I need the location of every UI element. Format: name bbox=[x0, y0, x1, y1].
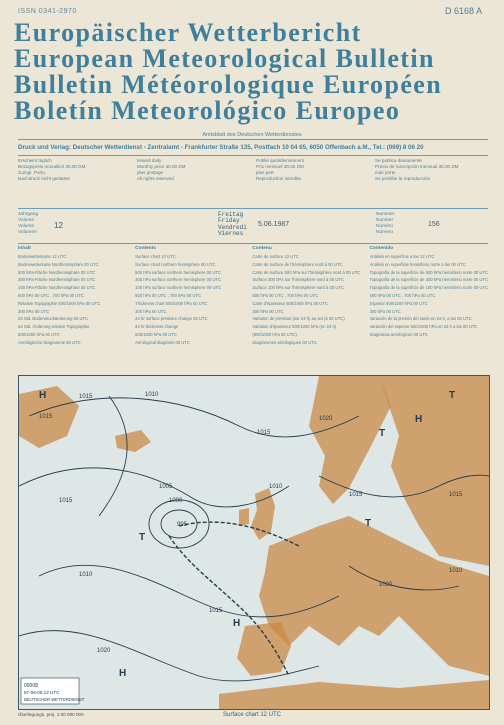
price-grid bbox=[18, 155, 488, 182]
isobar-label: 1015 bbox=[209, 608, 223, 614]
isobar-label: 1000 bbox=[169, 498, 183, 504]
contents-item: 500 hPa 00 UTC , 700 hPa 00 UTC bbox=[252, 292, 319, 298]
contents-column-heading: Contenido bbox=[369, 246, 394, 251]
volume-labels: Jahrgang Volume Volume Volumen bbox=[18, 212, 39, 235]
contents-item: 500 hPa surface northern hemisphere 00 UTC bbox=[135, 269, 222, 275]
pressure-center-label: H bbox=[415, 414, 423, 425]
issue-number: 156 bbox=[428, 221, 440, 228]
amtsblatt-line: Amtsblatt des Deutschen Wetterdienstes bbox=[202, 132, 302, 138]
contents-item: 24 hr surface pressure change 00 UTC bbox=[135, 316, 208, 322]
contents-item: 300 hPa 00 UTC bbox=[18, 308, 50, 314]
map-caption: Surface chart 12 UTC bbox=[222, 712, 282, 718]
isobar-label: 1010 bbox=[449, 568, 463, 574]
weekday-labels: Freitag Friday Vendredi Viernes bbox=[218, 211, 247, 238]
contents-item: Carte de surface 12 UTC bbox=[252, 254, 299, 259]
isobar-label: 1015 bbox=[39, 414, 53, 420]
contents-column-heading: Contents bbox=[135, 246, 156, 251]
contents-item: Thickness chart 500/1000 hPa 00 UTC bbox=[135, 300, 208, 306]
contents-item: Surface chart northern hemisphere 00 UTC bbox=[135, 261, 216, 267]
contents-item: 500 hPa 00 UTC , 700 hPa 00 UTC bbox=[135, 292, 202, 298]
pressure-center-label: H bbox=[233, 618, 241, 629]
contents-item: Diagramas aerológicos 00 UTC bbox=[369, 331, 428, 337]
contents-item: Surface chart 12 UTC bbox=[135, 254, 176, 259]
price-col-german: Erscheint täglich Bezugspreis monatlich 30,00 DM zuzügl. Porto Nachdruck nicht gestattet bbox=[18, 158, 86, 181]
contents-column bbox=[252, 246, 363, 347]
surface-chart-map bbox=[18, 375, 490, 710]
contents-column bbox=[135, 246, 246, 347]
contents-item: 300 hPa-Fläche Nordhemisphäre 00 UTC bbox=[18, 277, 96, 283]
isobar-label: 995 bbox=[177, 522, 188, 528]
contents-item: Topografía de la superficie de 300 hPa hemisferio norte 00 UTC bbox=[369, 277, 488, 283]
contents-item: Análisis en superficie a las 12 UTC bbox=[369, 254, 435, 259]
contents-column bbox=[18, 246, 129, 347]
isobar-label: 1015 bbox=[59, 498, 73, 504]
price-col-english: Issued daily Monthly price 30,00 DM plus postage All rights reserved bbox=[137, 158, 186, 181]
contents-item: Carte de surface de l'hémisphère nord à 00 UTC bbox=[252, 261, 343, 267]
pressure-center-label: T bbox=[449, 390, 456, 401]
isobar-label: 1005 bbox=[159, 484, 173, 490]
contents-item: Aerological diagrams 00 UTC bbox=[135, 339, 190, 345]
contents-item: 500 hPa 00 UTC , 700 hPa 00 UTC bbox=[18, 292, 84, 298]
contents-item: 100 hPa surface northern hemisphere 00 UTC bbox=[135, 285, 222, 291]
isobar-label: 1020 bbox=[97, 648, 111, 654]
isobar-label: 1010 bbox=[79, 572, 93, 578]
publication-code: D 6168 A bbox=[444, 6, 482, 16]
pressure-center-label: T bbox=[379, 428, 386, 439]
masthead-titles bbox=[14, 20, 494, 124]
publisher-line: Druck und Verlag: Deutscher Wetterdienst - Zentralamt - Frankfurter Straße 135, Postfach 10 04 65, 6050 Offenbach a.M., Tel.: (069) 8 06 20 bbox=[18, 139, 488, 151]
isobar-label: 1020 bbox=[379, 582, 393, 588]
contents-column bbox=[370, 246, 488, 347]
issn-number: ISSN 0341-2970 bbox=[18, 8, 77, 15]
isobar-label: 1015 bbox=[257, 430, 271, 436]
contents-item: 24 Std. Änderung relative Topographie bbox=[18, 324, 90, 330]
contents-item: 500/1000 hPa 00 UTC bbox=[18, 331, 60, 337]
stamp-line: 87-06-05 12 UTC bbox=[24, 690, 60, 695]
isobar-label: 1015 bbox=[449, 492, 463, 498]
issue-info-row bbox=[18, 208, 488, 244]
contents-item: 100 hPa-Fläche Nordhemisphäre 00 UTC bbox=[18, 285, 96, 291]
contents-column-heading: Inhalt bbox=[18, 246, 31, 251]
stamp-line: 00008 bbox=[24, 683, 38, 689]
title-german: Europäischer Wetterbericht bbox=[14, 18, 362, 47]
contents-item: 300 hPa 00 UTC bbox=[369, 308, 401, 314]
contents-item: 300 hPa surface northern hemisphere 00 UTC bbox=[135, 277, 222, 283]
contents-item: Relative Topographie 500/1000 hPa 00 UTC bbox=[18, 300, 101, 306]
title-french: Bulletin Météorologique Européen bbox=[14, 70, 443, 99]
isobar-label: 1010 bbox=[145, 392, 159, 398]
contents-item: 24 hr thickness change bbox=[135, 324, 179, 330]
contents-item: Análisis en superficie hemisferio norte a las 00 UTC bbox=[369, 261, 466, 267]
surface-chart-svg bbox=[19, 376, 489, 709]
contents-item: 500 hPa-Fläche Nordhemisphäre 00 UTC bbox=[18, 269, 96, 275]
contents-column-heading: Contenu bbox=[252, 246, 272, 251]
price-col-french: Publié quotidiennement Prix mensuel 30,00 DM plus port Reproduction interdite bbox=[256, 158, 305, 181]
pressure-center-label: T bbox=[139, 532, 146, 543]
stamp-line: DEUTSCHER WETTERDIENST bbox=[24, 697, 85, 702]
price-col-spanish: Se publica diariamente Precio de suscripción mensual 30,00 DM más porte Se prohíbe la reproducción bbox=[375, 158, 459, 181]
contents-item: 300 hPa 00 UTC bbox=[135, 308, 167, 314]
pressure-center-label: H bbox=[119, 668, 127, 679]
contents-item: Carte de surface 500 hPa sur l'hémisphère nord à 00 UTC bbox=[252, 269, 361, 275]
contents-item: Espesor 500/1000 hPa 00 UTC bbox=[369, 300, 428, 306]
isobar-label: 1015 bbox=[79, 394, 93, 400]
contents-item: Variation d'épaisseur 500/1000 hPa (en 24 h) bbox=[252, 324, 337, 330]
contents-item: Variation de pression (sur 24 h) au sol (à 00 UTC) bbox=[252, 316, 345, 322]
title-english: European Meteorological Bulletin bbox=[14, 44, 435, 73]
contents-item: Variación del espesor 500/1000 hPa en 24 h a las 00 UTC bbox=[369, 324, 478, 330]
contents-item: Surface 300 hPa sur l'hémisphère nord à 00 UTC bbox=[252, 277, 344, 283]
issue-date: 5.06.1987 bbox=[258, 221, 290, 228]
contents-item: 500/1000 hPa 00 UTC bbox=[135, 331, 177, 337]
contents-item: Bodenwetterkarte 12 UTC bbox=[18, 254, 67, 259]
isobar-label: 1015 bbox=[349, 492, 363, 498]
contents-item: Variación de la presión del suelo en 24 h, a las 00 UTC bbox=[369, 316, 472, 322]
contents-item: 24 Std. Bodendruckänderung 00 UTC bbox=[18, 316, 89, 322]
contents-item: 500 hPa 00 UTC , 700 hPa 00 UTC bbox=[369, 292, 436, 298]
volume-value: 12 bbox=[54, 221, 63, 230]
contents-item: Surface 100 hPa sur l'hémisphère nord à 00 UTC bbox=[252, 285, 344, 291]
contents-table bbox=[18, 246, 488, 347]
chart-stamp bbox=[21, 678, 85, 704]
contents-item: Bodenwetterkarte Nordhemisphäre 00 UTC bbox=[18, 261, 99, 267]
pressure-center-label: T bbox=[365, 518, 372, 529]
number-labels: Nummer Number Numéro Número bbox=[376, 212, 395, 235]
isobar-label: 1010 bbox=[269, 484, 283, 490]
contents-item: 300 hPa 00 UTC bbox=[252, 308, 284, 314]
isobar-label: 1020 bbox=[319, 416, 333, 422]
projection-note: Überlegungs. proj. 1:30 000 000 bbox=[18, 712, 84, 717]
contents-item: Topografía de la superficie de 100 hPa hemisferio norte 00 UTC bbox=[369, 285, 488, 291]
contents-item: Diagrammes aérologiques 00 UTC bbox=[252, 339, 317, 345]
title-spanish: Boletín Meteorológico Europeo bbox=[14, 96, 401, 125]
contents-item: (500/1000 hPa 00 UTC) bbox=[252, 331, 297, 337]
contents-item: Aerologische Diagramme 00 UTC bbox=[18, 339, 81, 345]
contents-item: Carte d'épaisseur 500/1000 hPa 00 UTC bbox=[252, 300, 328, 306]
pressure-center-label: H bbox=[39, 390, 47, 401]
contents-item: Topografía de la superficie de 500 hPa hemisferio norte 00 UTC bbox=[369, 269, 488, 275]
